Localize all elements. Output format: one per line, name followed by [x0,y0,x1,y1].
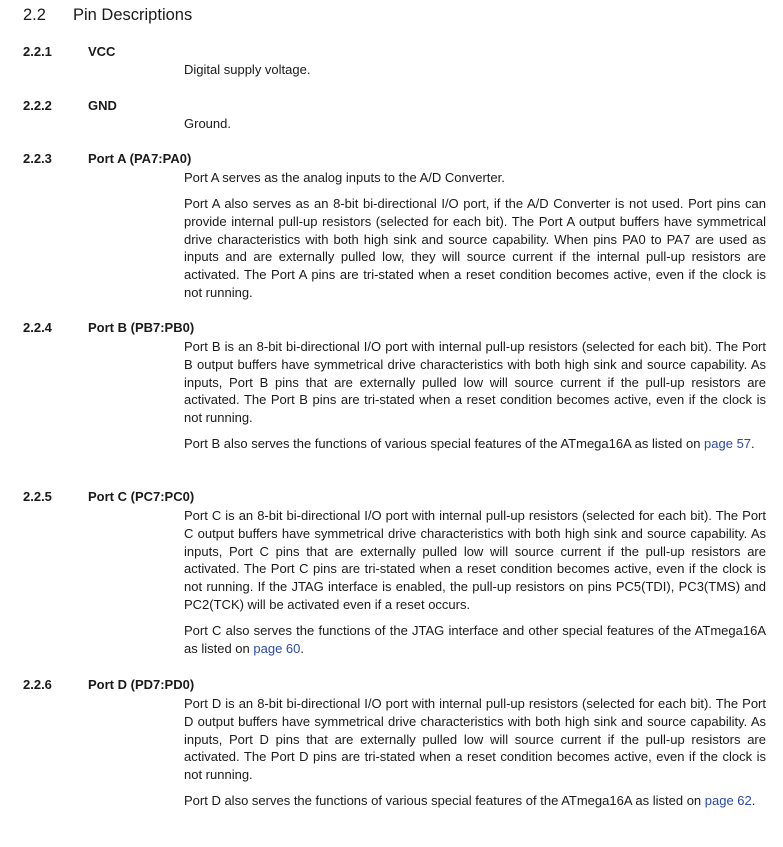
link-paragraph [184,792,766,810]
section-title: Pin Descriptions [73,6,193,24]
paragraph: Port C is an 8-bit bi-directional I/O port with internal pull-up resistors (selected for each bit). The Port C output buffers have symmetrical drive characteristics with both high sink and source capability. As inputs, Port C pins that are externally pulled low will source current if the pull-up resistors are activated. The Port C pins are tri-stated when a reset condition becomes active, even if the clock is not running. If the JTAG interface is enabled, the pull-up resistors on pins PC5(TDI), PC3(TMS) and PC2(TCK) will be activated even if a reset occurs. [184,508,766,612]
section-heading [23,6,192,25]
paragraph-text: Port B also serves the functions of various special features of the ATmega16A as listed on [184,436,705,451]
subsection-title: Port D (PD7:PD0) [88,677,195,692]
subsection-number: 2.2.1 [23,44,52,59]
paragraph: Digital supply voltage. [184,62,311,77]
page-60-link[interactable]: page 60 [253,640,301,656]
subsection-title: Port C (PC7:PC0) [88,489,195,504]
subsection-number: 2.2.6 [23,677,52,692]
paragraph-suffix: . [300,640,304,656]
paragraph-text: Port D also serves the functions of various special features of the ATmega16A as listed on [184,793,705,808]
subsection-number: 2.2.2 [23,98,52,113]
paragraph: Port A serves as the analog inputs to the A/D Converter. [184,170,505,185]
subsection-title: Port B (PB7:PB0) [88,320,195,335]
subsection-title: Port A (PA7:PA0) [88,151,192,166]
subsection-number: 2.2.5 [23,489,52,504]
link-paragraph [184,435,766,453]
subsection-title: VCC [88,44,116,59]
subsection-title: GND [88,98,117,113]
paragraph-suffix: . [751,436,755,451]
subsection-number: 2.2.3 [23,151,52,166]
subsection-number: 2.2.4 [23,320,52,335]
page-62-link[interactable]: page 62 [704,793,752,808]
paragraph: Port D is an 8-bit bi-directional I/O port with internal pull-up resistors (selected for each bit). The Port D output buffers have symmetrical drive characteristics with both high sink and source capability. As inputs, Port D pins that are externally pulled low will source current if the pull-up resistors are activated. The Port D pins are tri-stated when a reset condition becomes active, even if the clock is not running. [184,696,766,783]
paragraph: Port B is an 8-bit bi-directional I/O port with internal pull-up resistors (selected for each bit). The Port B output buffers have symmetrical drive characteristics with both high sink and source capability. As inputs, Port B pins that are externally pulled low will source current if the pull-up resistors are activated. The Port B pins are tri-stated when a reset condition becomes active, even if the clock is not running. [184,339,766,426]
page-57-link[interactable]: page 57 [704,436,752,451]
paragraph: Ground. [184,116,231,131]
paragraph-text: Port C also serves the functions of the JTAG interface and other special features of the ATmega16A as listed on [184,623,766,656]
paragraph: Port A also serves as an 8-bit bi-directional I/O port, if the A/D Converter is not used. Port pins can provide internal pull-up resistors (selected for each bit). The Port A output buffers have symmetrical drive characteristics with both high sink and source capability. When pins PA0 to PA7 are used as inputs and are externally pulled low, they will source current if the internal pull-up resistors are activated. The Port A pins are tri-stated when a reset condition becomes active, even if the clock is not running. [184,196,766,300]
section-number: 2.2 [23,6,46,24]
link-paragraph [184,622,766,658]
paragraph-suffix: . [751,793,756,808]
